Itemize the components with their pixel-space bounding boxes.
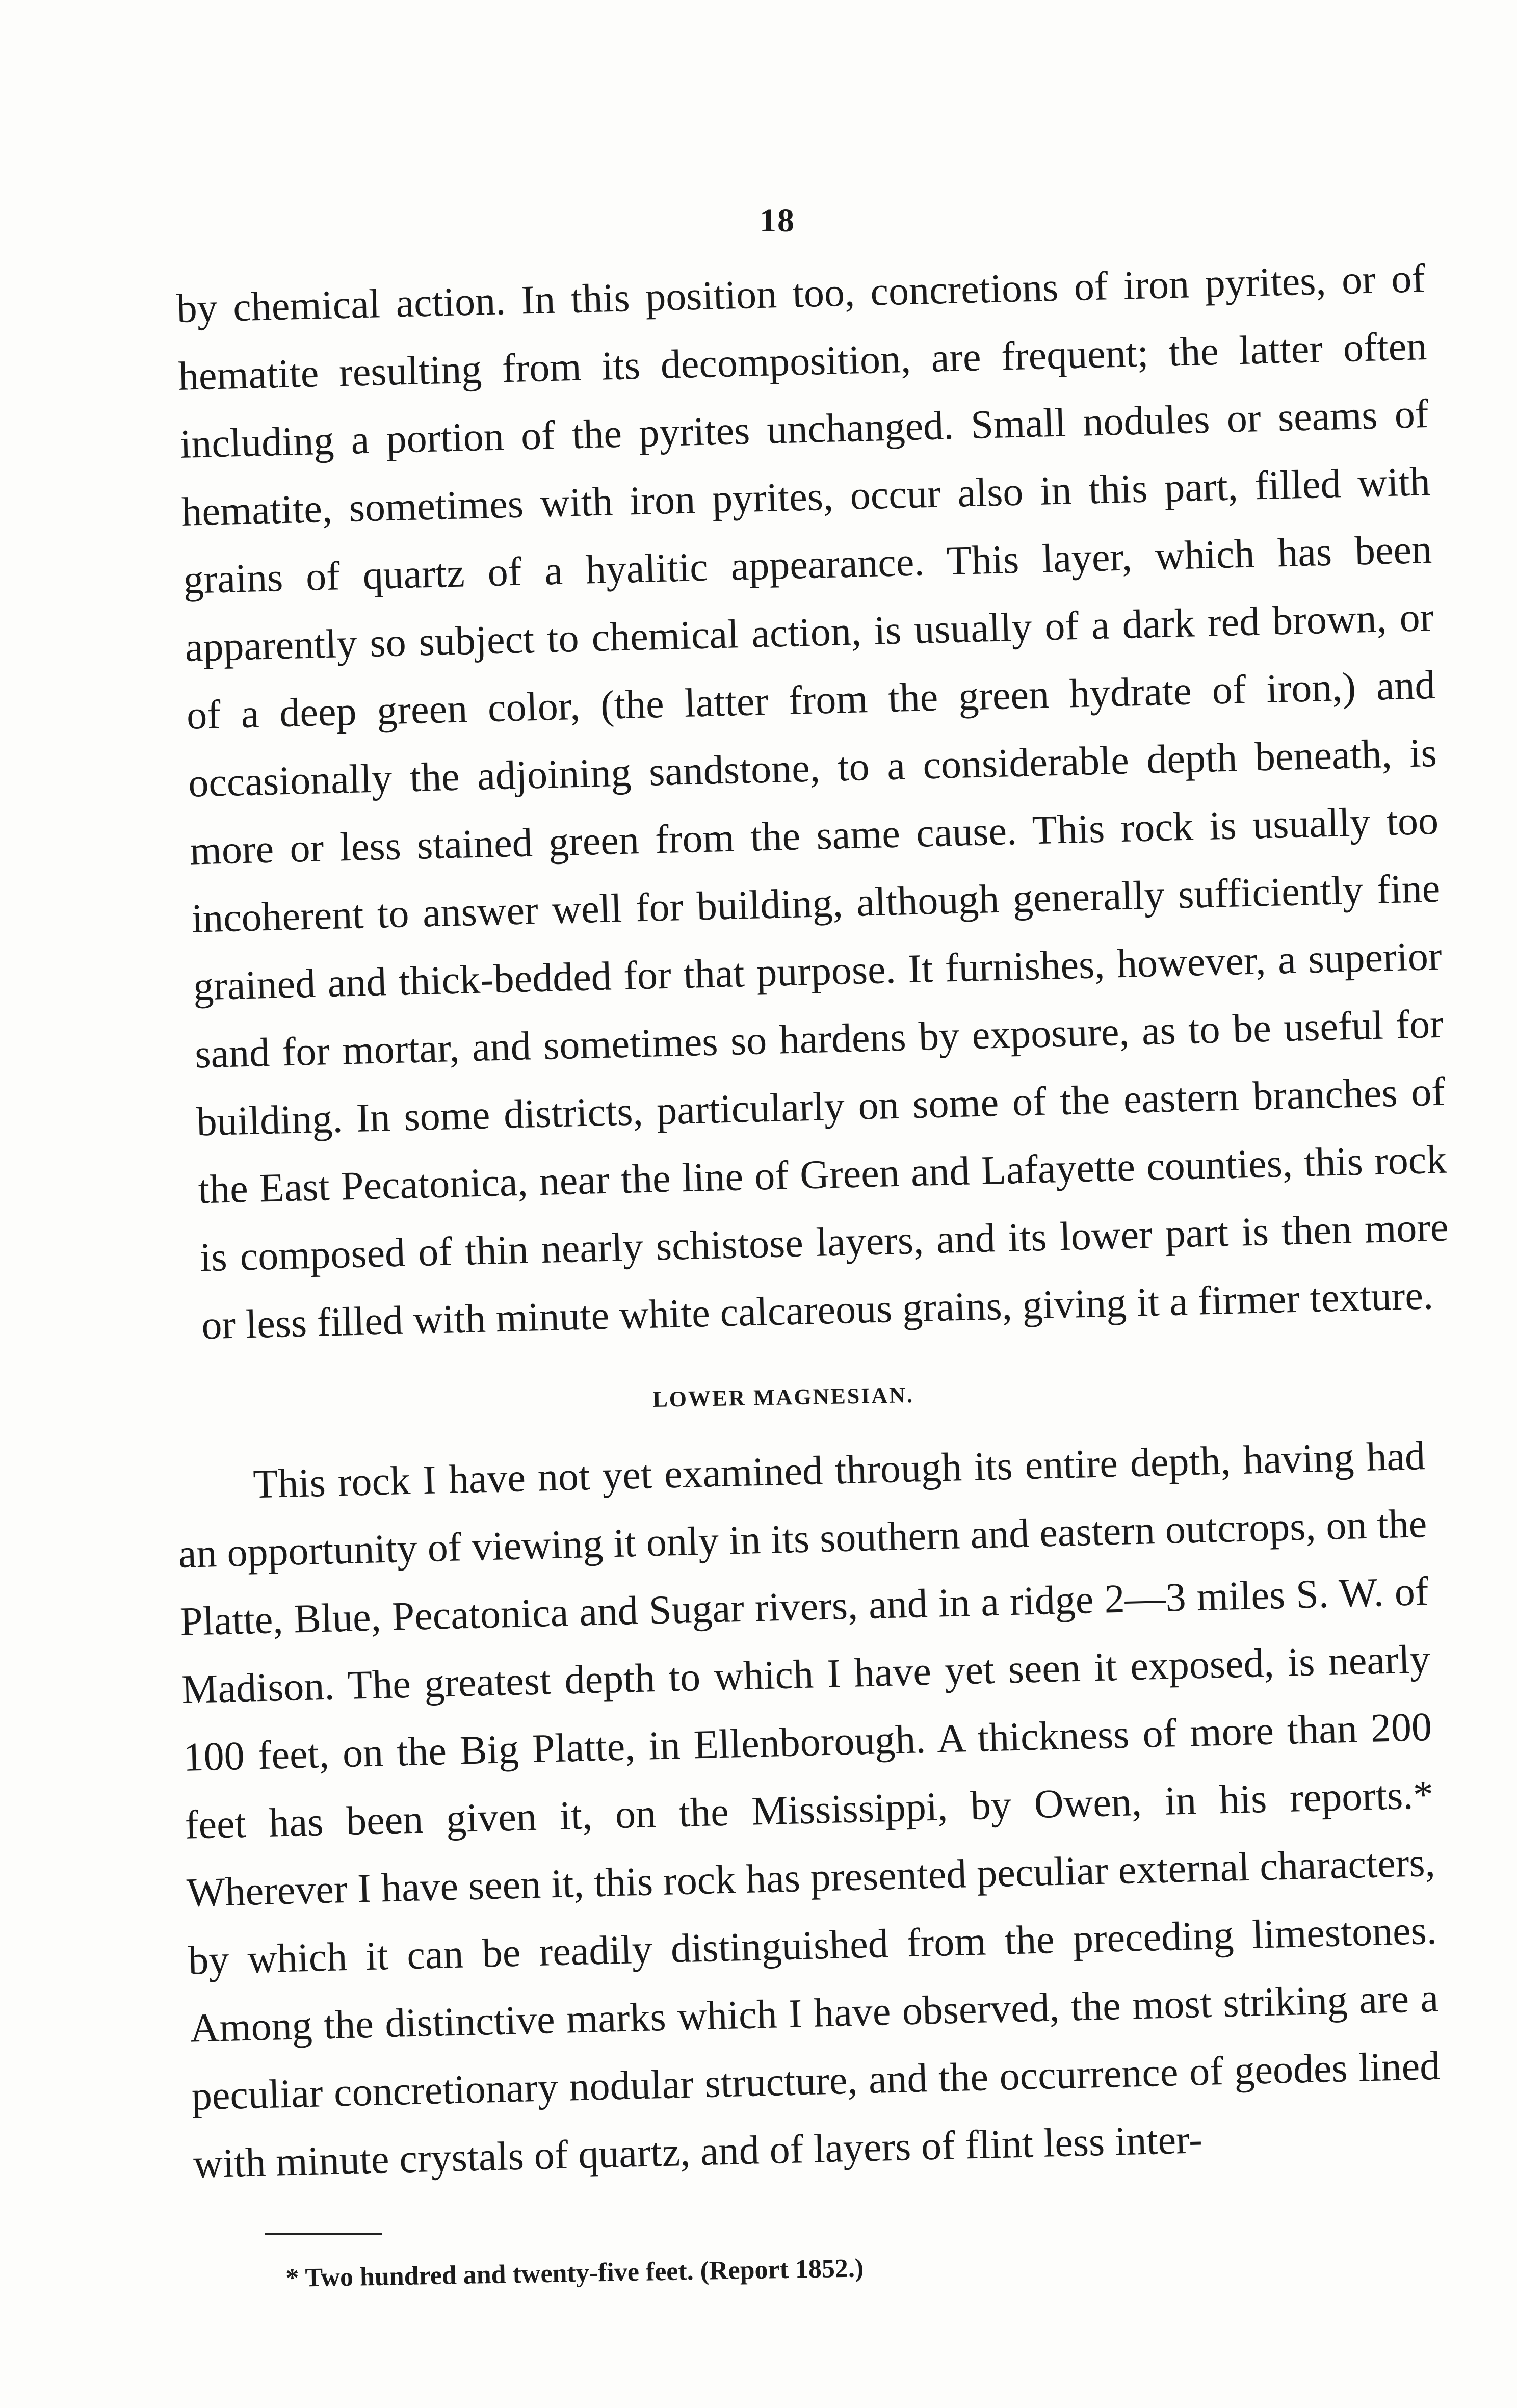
footnote: * Two hundred and twenty-five feet. (Report 1852.) <box>285 2254 864 2293</box>
footnote-divider <box>265 2233 382 2235</box>
section-heading: LOWER MAGNESIAN. <box>652 1382 914 1412</box>
paragraph-2: This rock I have not yet examined through its entire depth, having had an opportunity of viewing it only in its southern and eastern outcrops, on the Platte, Blue, Pecatonica and Sugar rivers, and in a ridge 2—3 miles S. W. of Madison. The greatest depth to which I have yet seen it exposed, is nearly 100 feet, on the Big Platte, in Ellenborough. A thickness of more than 200 feet has been given it, on the Mississippi, by Owen, in his reports.* Wherever I have seen it, this rock has presented peculiar external characters, by which it can be readily distinguished from the preceding limestones. Among the distinctive marks which I have observed, the most striking are a peculiar concretionary nodular structure, and the occurrence of geodes lined with minute crystals of quartz, and of layers of flint less inter- <box>177 1433 1441 2187</box>
page-number: 18 <box>760 202 795 239</box>
paragraph-1: by chemical action. In this position too, concretions of iron pyrites, or of hematite resulting from its decomposition, are frequent; the latter often including a portion of the pyrites unchanged. Small nodules or seams of hematite, sometimes with iron pyrites, occur also in this part, filled with grains of quartz of a hyalitic appearance. This layer, which has been apparently so subject to chemical action, is usually of a dark red brown, or of a deep green color, (the latter from the green hydrate of iron,) and occasionally the adjoining sandstone, to a considerable depth beneath, is more or less stained green from the same cause. This rock is usually too incoherent to answer well for building, although generally sufficiently fine grained and thick-bedded for that purpose. It furnishes, however, a superior sand for mortar, and sometimes so hardens by exposure, as to be useful for building. In some districts, particularly on some of the eastern branches of the East Pecatonica, near the line of Green and Lafayette counties, this rock is composed of thin nearly schistose layers, and its lower part is then more or less filled with minute white calcareous grains, giving it a firmer texture. <box>176 256 1449 1348</box>
